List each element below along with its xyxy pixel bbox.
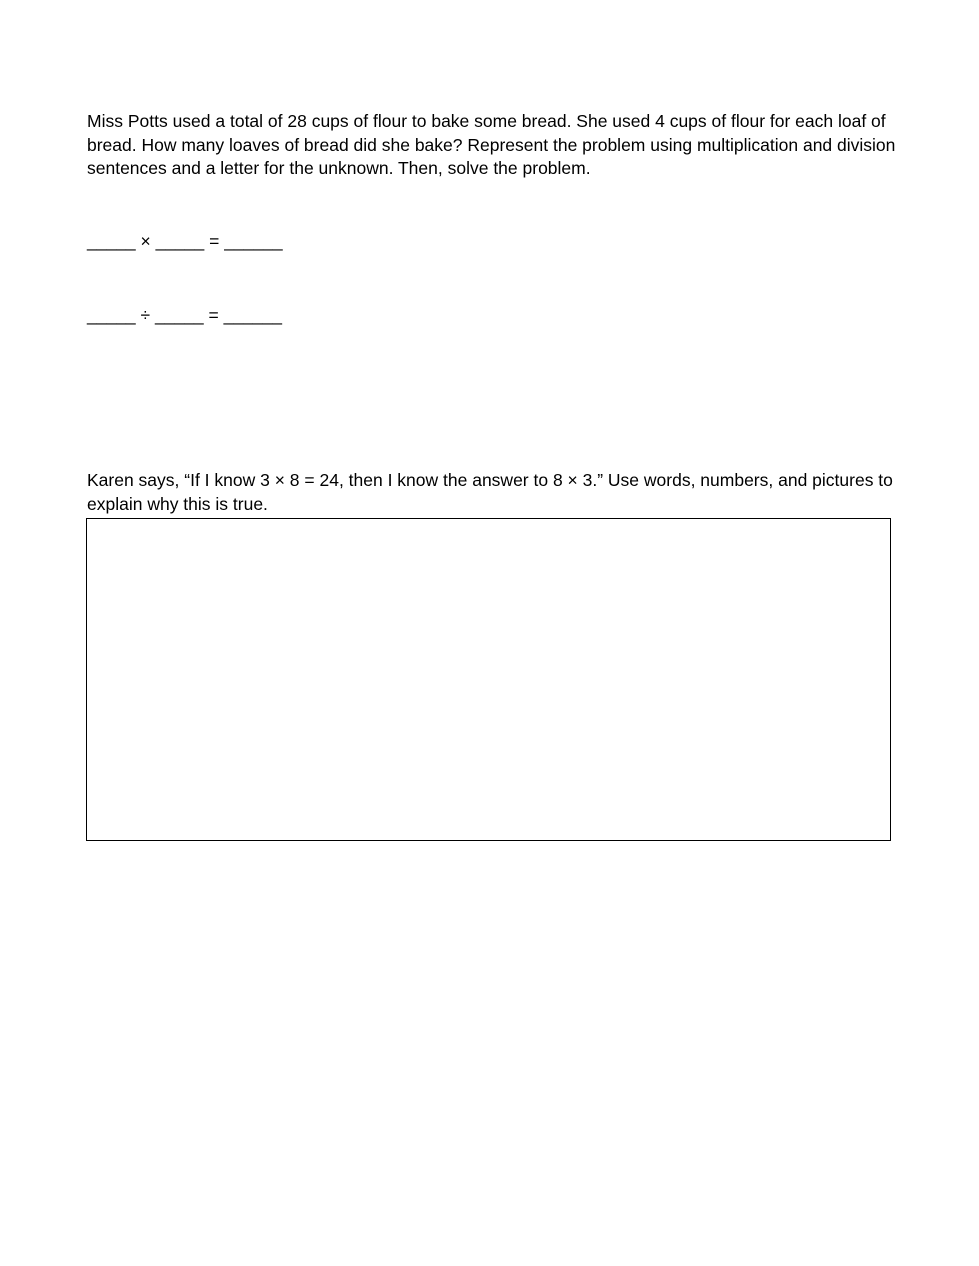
- question-2-text: Karen says, “If I know 3 × 8 = 24, then I know the answer to 8 × 3.” Use words, numbers, and pictures to explain why this is true.: [87, 470, 893, 514]
- question-1-text: Miss Potts used a total of 28 cups of flour to bake some bread. She used 4 cups of flour for each loaf of bread. How many loaves of bread did she bake? Represent the problem using multiplication and division sentences and a letter for the unknown. Then, solve the problem.: [87, 111, 896, 178]
- multiplication-sentence-blanks[interactable]: _____ × _____ = ______: [87, 231, 283, 251]
- division-sentence-blanks[interactable]: _____ ÷ _____ = ______: [87, 305, 282, 325]
- explanation-answer-box[interactable]: [86, 518, 891, 841]
